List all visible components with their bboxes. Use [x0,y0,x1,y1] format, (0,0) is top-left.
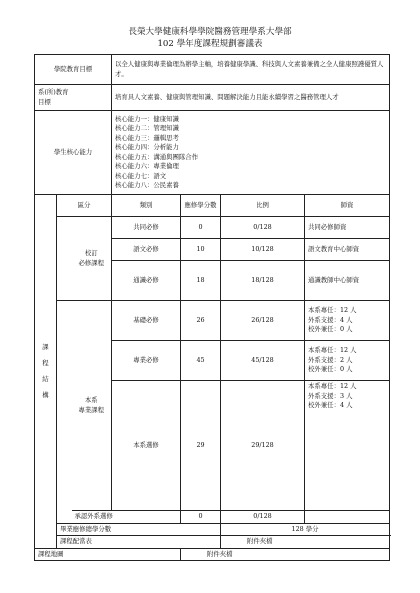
school-required-spacer [57,217,72,301]
core-item: 核心能力七：語文 [115,171,167,180]
core-item: 核心能力一：健康知識 [115,114,179,123]
ratio-cell: 0/128 [221,511,305,524]
curriculum-map-label: 課程地圖 [35,548,181,561]
dept-course-label: 本系 專業課程 [72,301,112,511]
credits-cell: 18 [181,261,221,301]
credits-cell: 10 [181,239,221,261]
category-cell: 基礎必修 [112,301,181,341]
header-teacher: 師資 [305,195,390,217]
header-credits: 應修學分數 [181,195,221,217]
core-item: 核心能力四：分析能力 [115,143,179,151]
edu-goal-text: 以全人健康與專業倫理為辦學主軸，培養健康學識、科技與人文素養兼備之全人健康照護優質人才。 [112,55,390,85]
teacher-cell: 語文教育中心師資 [305,239,390,261]
dept-goal-row [35,85,390,111]
curriculum-table-label: 課程配當表 [57,536,221,549]
total-credits-row [35,523,390,536]
core-competency-label: 學生核心能力 [35,111,112,195]
core-item: 核心能力三：邏輯思考 [115,133,179,142]
category-cell: 通識必修 [112,261,181,301]
category-cell: 專業必修 [112,341,181,381]
page-subtitle: 102 學年度課程規劃審議表 [157,39,263,49]
edu-goal-row [35,55,390,85]
curriculum-review-table [34,54,390,561]
category-cell: 本系選修 [112,381,181,511]
category-cell: 承認外系選修 [72,511,181,524]
school-required-label: 校訂 必修課程 [72,217,112,301]
teacher-cell: 通識教師中心師資 [305,261,390,301]
curriculum-table-value: 附件夾檔 [221,536,390,549]
dept-goal-label: 系(所)教育 目標 [35,85,112,111]
dept-goal-text: 培育具人文素養、健康與管理知識、問題解決能力且能永續學習之醫務管理人才 [112,85,390,111]
credits-cell: 45 [181,341,221,381]
ratio-cell: 26/128 [221,301,305,341]
credits-cell: 0 [181,217,221,239]
table-row [35,511,390,524]
teacher-cell [305,511,390,524]
ratio-cell: 0/128 [221,217,305,239]
edu-goal-label: 學院教育目標 [35,55,112,85]
credits-cell: 26 [181,301,221,341]
teacher-cell: 共同必修師資 [305,217,390,239]
category-cell: 共同必修 [112,217,181,239]
credits-cell: 0 [181,511,221,524]
header-ratio: 比例 [221,195,305,217]
credits-cell: 29 [181,381,221,511]
core-competency-list [112,111,390,195]
header-category: 類別 [112,195,181,217]
core-item: 核心能力五：溝通與團隊合作 [115,152,199,161]
core-competency-row [35,111,390,195]
curriculum-map-value: 附件夾檔 [181,548,390,561]
teacher-cell: 本系專任：12 人 外系支援：3 人 校外兼任：4 人 [305,381,390,511]
ratio-cell: 29/128 [221,381,305,511]
curriculum-map-row [35,548,390,561]
course-structure-label: 課 程 結 構 [35,195,57,549]
category-cell: 語文必修 [112,239,181,261]
table-row [35,217,390,239]
external-spacer [57,511,72,524]
header-area: 區分 [57,195,112,217]
core-item: 核心能力二：管理知識 [115,124,179,132]
page-title: 長榮大學健康科學學院醫務管理學系大學部 [128,27,292,37]
ratio-cell: 10/128 [221,239,305,261]
structure-header-row [35,195,390,217]
core-item: 核心能力八：公民素養 [115,181,179,189]
total-credits-label: 畢業應修總學分數 [57,523,221,536]
dept-course-spacer [57,301,72,511]
teacher-cell: 本系專任：12 人 外系支援：2 人 校外兼任：0 人 [305,341,390,381]
ratio-cell: 18/128 [221,261,305,301]
core-item: 核心能力六：專業倫理 [115,162,179,170]
total-credits-value: 128 學分 [221,523,390,536]
curriculum-table-row [35,536,390,549]
table-row [35,301,390,341]
ratio-cell: 45/128 [221,341,305,381]
teacher-cell: 本系專任：12 人 外系支援：4 人 校外兼任：0 人 [305,301,390,341]
